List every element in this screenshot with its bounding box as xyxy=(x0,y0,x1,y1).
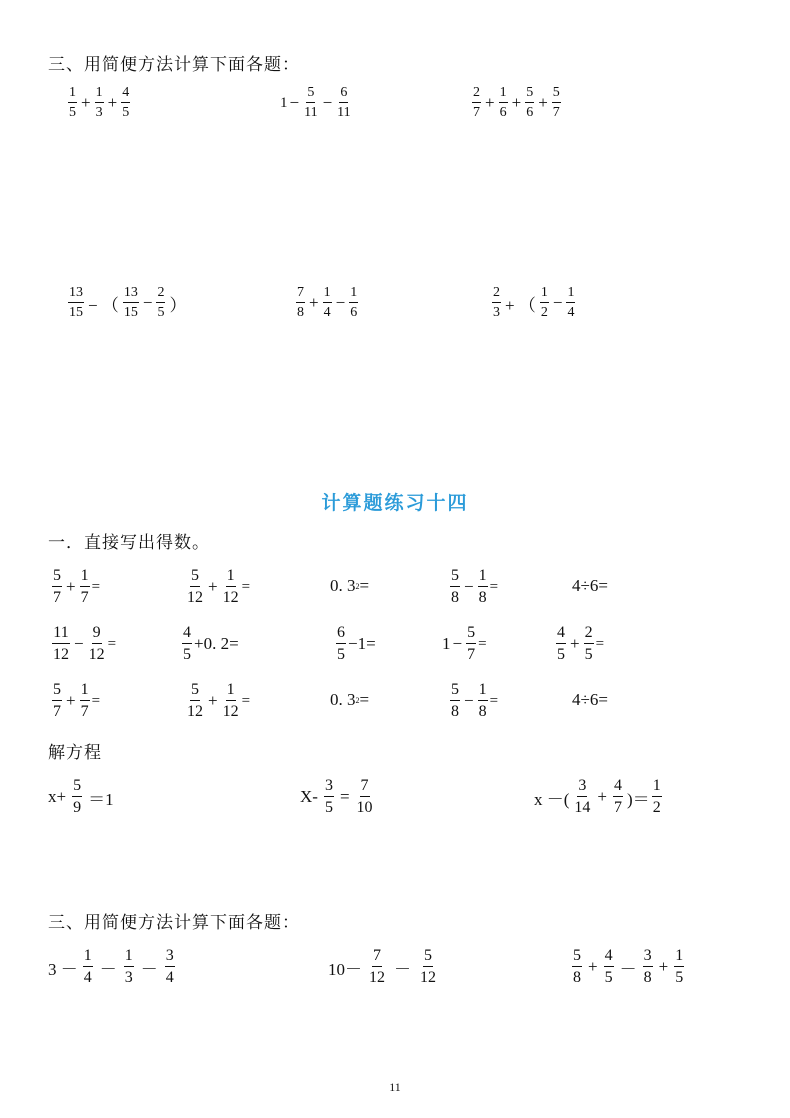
numerator: 1 xyxy=(124,948,134,967)
numerator: 1 xyxy=(68,86,77,103)
fraction xyxy=(652,778,662,816)
expr-text: = xyxy=(478,635,487,652)
denominator: 15 xyxy=(123,305,138,320)
numerator: 5 xyxy=(423,948,433,967)
operator: + （ xyxy=(505,295,536,315)
denominator: 4 xyxy=(83,969,92,986)
denominator: 6 xyxy=(526,105,534,120)
operator: + xyxy=(485,93,495,112)
numerator: 5 xyxy=(52,682,62,701)
numerator: 1 xyxy=(674,948,684,967)
expr-s3-1 xyxy=(48,948,180,986)
expr-s3-3 xyxy=(568,948,688,986)
expr-s1-r2-2 xyxy=(294,286,360,320)
fraction xyxy=(68,86,77,120)
expr-s2-r2-5 xyxy=(554,625,604,663)
fraction xyxy=(165,948,175,986)
denominator: 12 xyxy=(187,703,203,720)
expr-s2-r1-5 xyxy=(572,576,608,596)
operator: + xyxy=(107,93,118,112)
fraction xyxy=(499,86,508,120)
fraction xyxy=(674,948,684,986)
fraction xyxy=(52,625,70,663)
expr-text: )＝ xyxy=(627,789,650,809)
operator: － xyxy=(99,959,117,979)
fraction xyxy=(450,568,460,606)
expr-text: = xyxy=(241,578,251,595)
denominator: 15 xyxy=(69,305,83,320)
operator: + xyxy=(511,93,522,112)
denominator: 12 xyxy=(420,969,436,986)
operator: － xyxy=(394,959,411,979)
denominator: 12 xyxy=(187,589,203,606)
expr-s2-r3-3 xyxy=(330,690,369,710)
fraction xyxy=(52,682,62,720)
expr-text: = xyxy=(107,635,117,652)
fraction xyxy=(323,286,332,320)
expr-s2-r1-4 xyxy=(448,568,498,606)
denominator: 4 xyxy=(165,969,174,986)
numerator: 4 xyxy=(604,948,614,967)
expr-s1-r2-1 xyxy=(66,286,188,320)
denominator: 12 xyxy=(222,589,239,606)
fraction xyxy=(72,778,82,816)
denominator: 8 xyxy=(451,589,459,606)
numerator: 4 xyxy=(121,86,130,103)
fraction xyxy=(324,778,334,816)
operator: − xyxy=(452,634,463,653)
numerator: 2 xyxy=(584,625,594,644)
expr-s2-r3-1 xyxy=(50,682,100,720)
section3-heading: 三、用简便方法计算下面各题： xyxy=(48,913,300,933)
fraction xyxy=(552,86,561,120)
numerator: 1 xyxy=(226,568,236,587)
denominator: 12 xyxy=(369,969,385,986)
expr-text: = xyxy=(339,787,350,806)
fraction xyxy=(95,86,104,120)
expr-text: 0. 3 xyxy=(330,576,356,595)
fraction xyxy=(83,948,93,986)
fraction xyxy=(419,948,437,986)
expr-text: = xyxy=(241,692,251,709)
numerator: 6 xyxy=(339,86,348,103)
denominator: 11 xyxy=(304,105,318,120)
denominator: 8 xyxy=(573,969,581,986)
denominator: 8 xyxy=(643,969,652,986)
denominator: 2 xyxy=(540,305,548,320)
expr-s2-r3-4 xyxy=(448,682,498,720)
denominator: 7 xyxy=(552,105,560,120)
denominator: 10 xyxy=(356,799,373,816)
denominator: 5 xyxy=(584,646,593,663)
section1-heading: 三、用简便方法计算下面各题： xyxy=(48,55,300,75)
denominator: 2 xyxy=(652,799,661,816)
denominator: 7 xyxy=(53,589,61,606)
numerator: 4 xyxy=(613,778,623,797)
equation-1 xyxy=(48,778,114,816)
numerator: 5 xyxy=(525,86,534,103)
operator: − xyxy=(552,293,563,312)
fraction xyxy=(540,286,549,320)
page-title: 计算题练习十四 xyxy=(321,492,469,514)
expr-s2-r1-1 xyxy=(50,568,100,606)
numerator: 4 xyxy=(182,625,192,644)
expr-text: 4÷6= xyxy=(572,690,608,709)
denominator: 8 xyxy=(478,703,487,720)
numerator: 1 xyxy=(323,286,332,303)
numerator: 3 xyxy=(643,948,653,967)
expr-s1-r1-3 xyxy=(470,86,563,120)
fraction xyxy=(349,286,358,320)
fraction xyxy=(450,682,460,720)
expr-s1-r1-2 xyxy=(280,86,354,120)
fraction xyxy=(303,86,318,120)
fraction xyxy=(336,86,351,120)
fraction xyxy=(572,948,582,986)
numerator: 5 xyxy=(306,86,315,103)
expr-text: = xyxy=(91,692,101,709)
denominator: 5 xyxy=(675,969,684,986)
expr-text: 1 xyxy=(442,634,451,653)
fraction xyxy=(80,682,90,720)
fraction xyxy=(68,286,84,320)
fraction xyxy=(296,286,305,320)
expr-text: = xyxy=(359,690,370,709)
denominator: 7 xyxy=(53,703,61,720)
denominator: 8 xyxy=(478,589,487,606)
expr-s2-r2-3 xyxy=(334,625,376,663)
denominator: 7 xyxy=(80,703,89,720)
operator: − xyxy=(289,93,300,112)
expr-s2-r3-2 xyxy=(184,682,250,720)
operator: − xyxy=(464,691,474,710)
numerator: 13 xyxy=(123,286,139,303)
fraction xyxy=(472,86,481,120)
fraction xyxy=(222,682,240,720)
operator: − （ xyxy=(88,295,119,315)
operator: + xyxy=(208,577,218,596)
numerator: 1 xyxy=(349,286,358,303)
expr-s2-r2-1 xyxy=(50,625,116,663)
equation-2 xyxy=(300,778,380,816)
denominator: 12 xyxy=(53,646,69,663)
numerator: 3 xyxy=(165,948,175,967)
expr-text: −1= xyxy=(348,634,376,653)
fraction xyxy=(368,948,386,986)
numerator: 5 xyxy=(190,568,200,587)
fraction xyxy=(123,286,139,320)
operator: ） xyxy=(169,295,187,315)
denominator: 5 xyxy=(557,646,565,663)
numerator: 5 xyxy=(552,86,561,103)
numerator: 5 xyxy=(52,568,62,587)
expr-s3-2 xyxy=(328,948,443,986)
equations-heading: 解方程 xyxy=(48,743,102,763)
operator: − xyxy=(142,293,153,312)
numerator: 1 xyxy=(566,286,575,303)
operator: − xyxy=(335,293,346,312)
operator: − xyxy=(464,577,474,596)
fraction xyxy=(156,286,165,320)
fraction xyxy=(525,86,534,120)
fraction xyxy=(478,682,488,720)
fraction xyxy=(222,568,240,606)
expr-text: 0. 3 xyxy=(330,690,356,709)
numerator: 6 xyxy=(336,625,346,644)
exponent: 2 xyxy=(355,581,360,591)
expr-text: = xyxy=(359,576,370,595)
numerator: 7 xyxy=(360,778,370,797)
expr-s2-r2-4 xyxy=(442,625,487,663)
numerator: 11 xyxy=(52,625,69,644)
fraction xyxy=(573,778,591,816)
fraction xyxy=(52,568,62,606)
fraction xyxy=(478,568,488,606)
denominator: 5 xyxy=(69,105,76,120)
operator: － xyxy=(619,959,637,979)
numerator: 5 xyxy=(450,682,460,701)
operator: + xyxy=(208,691,218,710)
denominator: 5 xyxy=(604,969,613,986)
fraction xyxy=(336,625,346,663)
expr-text: X- xyxy=(300,787,318,806)
numerator: 5 xyxy=(72,778,82,797)
numerator: 1 xyxy=(540,286,549,303)
fraction xyxy=(186,682,204,720)
operator: + xyxy=(309,293,319,312)
numerator: 2 xyxy=(472,86,481,103)
operator: + xyxy=(588,957,598,976)
numerator: 1 xyxy=(95,86,104,103)
denominator: 5 xyxy=(324,799,333,816)
numerator: 4 xyxy=(556,625,566,644)
denominator: 7 xyxy=(80,589,89,606)
denominator: 7 xyxy=(467,646,476,663)
denominator: 12 xyxy=(222,703,239,720)
numerator: 1 xyxy=(226,682,236,701)
fraction xyxy=(121,86,130,120)
expr-text: +0. 2= xyxy=(194,634,239,653)
denominator: 7 xyxy=(473,105,480,120)
denominator: 9 xyxy=(73,799,82,816)
denominator: 8 xyxy=(451,703,459,720)
operator: + xyxy=(81,93,91,112)
fraction xyxy=(492,286,501,320)
operator: + xyxy=(66,691,76,710)
fraction xyxy=(182,625,192,663)
expr-text: ＝1 xyxy=(88,789,114,809)
fraction xyxy=(584,625,594,663)
equation-3 xyxy=(534,778,664,816)
numerator: 5 xyxy=(572,948,582,967)
operator: − xyxy=(322,93,333,112)
fraction xyxy=(566,286,575,320)
section2-heading: 一．直接写出得数。 xyxy=(48,533,210,553)
fraction xyxy=(356,778,374,816)
numerator: 1 xyxy=(83,948,93,967)
operator: + xyxy=(66,577,76,596)
numerator: 3 xyxy=(577,778,587,797)
expr-text: x －( xyxy=(534,789,570,809)
expr-text: 10－ xyxy=(328,959,362,979)
expr-text: = xyxy=(489,692,499,709)
fraction xyxy=(186,568,204,606)
numerator: 7 xyxy=(296,286,305,303)
expr-s1-r1-1 xyxy=(66,86,132,120)
fraction xyxy=(643,948,653,986)
expr-text: 3 － xyxy=(48,959,78,979)
denominator: 5 xyxy=(337,646,345,663)
page-number: 11 xyxy=(389,1080,401,1094)
expr-s2-r2-2 xyxy=(180,625,239,663)
numerator: 5 xyxy=(466,625,476,644)
operator: + xyxy=(658,957,669,976)
numerator: 2 xyxy=(156,286,165,303)
numerator: 7 xyxy=(372,948,382,967)
expr-text: 4÷6= xyxy=(572,576,608,595)
denominator: 5 xyxy=(183,646,191,663)
numerator: 9 xyxy=(92,625,102,644)
fraction xyxy=(604,948,614,986)
numerator: 5 xyxy=(190,682,200,701)
operator: + xyxy=(538,93,548,112)
operator: + xyxy=(597,787,608,806)
exponent: 2 xyxy=(355,695,360,705)
denominator: 6 xyxy=(350,305,358,320)
numerator: 1 xyxy=(652,778,662,797)
denominator: 14 xyxy=(574,799,591,816)
expr-text: x+ xyxy=(48,787,67,806)
numerator: 1 xyxy=(80,568,90,587)
expr-s1-r2-3 xyxy=(490,286,577,320)
expr-s2-r3-5 xyxy=(572,690,608,710)
fraction xyxy=(80,568,90,606)
numerator: 2 xyxy=(492,286,501,303)
denominator: 7 xyxy=(614,799,623,816)
operator: − xyxy=(74,634,84,653)
operator: + xyxy=(570,634,580,653)
denominator: 5 xyxy=(157,305,165,320)
fraction xyxy=(466,625,476,663)
expr-text: = xyxy=(91,578,101,595)
expr-text: 1 xyxy=(280,94,288,111)
operator: － xyxy=(140,959,158,979)
denominator: 5 xyxy=(122,105,130,120)
numerator: 5 xyxy=(450,568,460,587)
numerator: 1 xyxy=(80,682,90,701)
denominator: 12 xyxy=(88,646,105,663)
expr-text: = xyxy=(489,578,499,595)
fraction xyxy=(124,948,134,986)
denominator: 4 xyxy=(567,305,575,320)
numerator: 3 xyxy=(324,778,334,797)
expr-text: = xyxy=(595,635,605,652)
denominator: 4 xyxy=(323,305,331,320)
fraction xyxy=(88,625,106,663)
denominator: 8 xyxy=(297,305,304,320)
denominator: 6 xyxy=(499,105,507,120)
denominator: 3 xyxy=(493,305,500,320)
fraction xyxy=(613,778,623,816)
numerator: 1 xyxy=(499,86,508,103)
fraction xyxy=(556,625,566,663)
denominator: 3 xyxy=(124,969,133,986)
expr-s2-r1-3 xyxy=(330,576,369,596)
numerator: 1 xyxy=(478,682,488,701)
expr-s2-r1-2 xyxy=(184,568,250,606)
denominator: 3 xyxy=(95,105,103,120)
numerator: 13 xyxy=(68,286,84,303)
denominator: 11 xyxy=(337,105,351,120)
numerator: 1 xyxy=(478,568,488,587)
